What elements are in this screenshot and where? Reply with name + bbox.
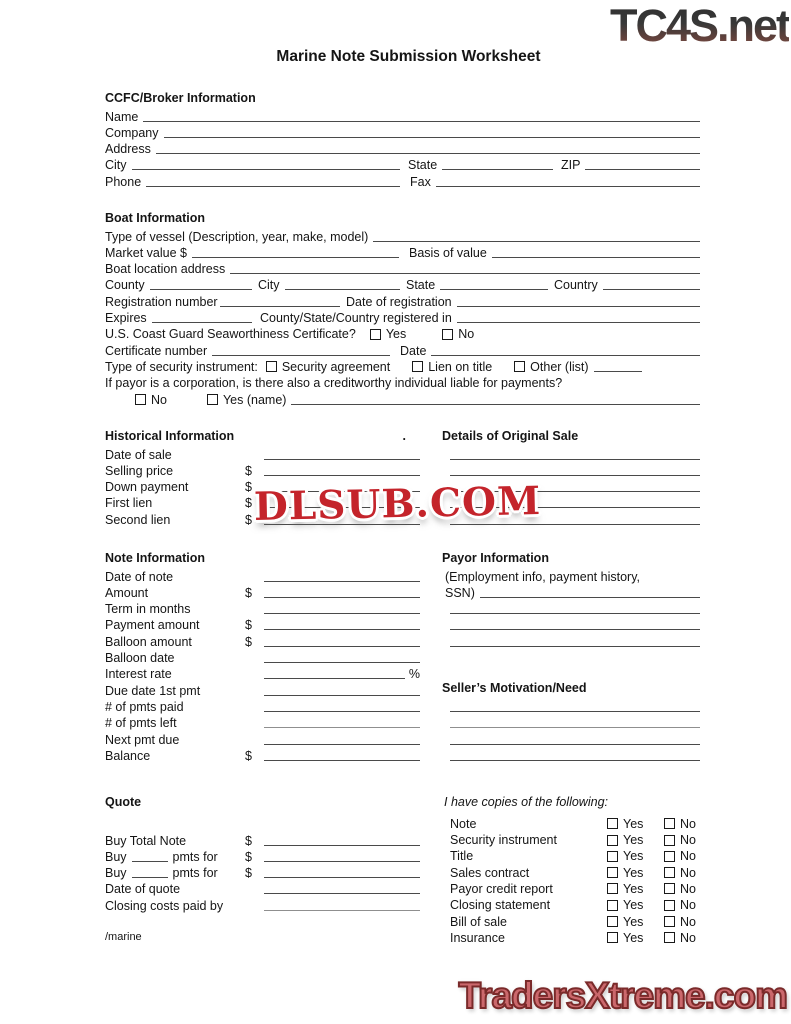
buy-total-label: Buy Total Note [105,833,187,848]
uscg-yes-option [370,327,406,341]
note-section [105,551,420,763]
county-field[interactable] [150,288,252,290]
down-payment-label: Down payment [105,480,189,495]
expires-field[interactable] [152,321,252,323]
dollar-sign: $ [245,748,252,763]
buy-suffix-label: pmts for [172,849,218,864]
form-row [105,730,420,746]
original-sale-heading: Details of Original Sale [442,429,579,443]
copy-no-option [664,849,696,863]
corp-yes-option [207,393,286,407]
quote-section [105,795,420,913]
quote-heading: Quote [105,795,142,809]
tc4s-watermark: TC4S.net [609,0,789,51]
form-row [105,698,420,714]
registration-group [105,295,340,309]
expires-label: Expires [105,311,147,326]
name-label: Name [105,109,139,124]
form-row [105,341,700,357]
copy-no-option [664,931,696,945]
uscg-no-checkbox[interactable] [442,329,453,340]
city-group [105,158,400,172]
uscg-yes-label: Yes [385,327,407,342]
yes-label: Yes [623,833,644,848]
company-field[interactable] [164,136,701,138]
form-row [105,864,420,880]
fax-label: Fax [410,174,431,189]
payor-hint-row [442,567,700,583]
interest-rate-label: Interest rate [105,667,172,682]
boat-city-group [258,278,400,292]
copy-yes-option [607,833,664,847]
amount-label: Amount [105,585,149,600]
expires-group [105,311,252,325]
registration-field[interactable] [220,305,340,307]
copy-yes-option [607,882,664,896]
zip-group [561,158,700,172]
copies-row [450,847,700,863]
uscg-question-label: U.S. Coast Guard Seaworthiness Certificate? [105,327,356,342]
no-label: No [680,816,696,831]
form-row [105,600,420,616]
copies-row [450,912,700,928]
form-row [105,374,700,390]
phone-group [105,175,400,189]
form-row [442,600,700,616]
copies-row [450,863,700,879]
closing-costs-field[interactable] [264,909,420,911]
form-row [105,325,700,341]
copy-no-option [664,915,696,929]
form-row [105,244,700,260]
lien-on-title-label: Lien on title [428,359,493,374]
copies-heading: I have copies of the following: [444,795,608,809]
market-value-field[interactable] [192,256,399,258]
copy-item-label: Payor credit report [450,881,553,896]
copy-yes-option [607,849,664,863]
payor-field[interactable] [450,645,700,647]
spacer-row [442,649,700,665]
form-row [105,831,420,847]
payor-section [442,551,700,763]
dlsub-watermark: DLSUB.COM [253,477,542,531]
yes-label: Yes [623,898,644,913]
uscg-no-option [442,327,474,341]
no-label: No [680,881,696,896]
form-row [442,714,700,730]
boat-state-group [406,278,548,292]
form-row [105,124,700,140]
form-row [105,172,700,188]
state-group [408,158,553,172]
amount-field[interactable] [264,596,420,598]
interest-rate-field[interactable] [264,677,405,679]
form-row [442,445,700,461]
copy-yes-checkbox[interactable] [607,867,618,878]
boat-state-label: State [406,278,436,293]
no-label: No [680,865,696,880]
spacer-row [442,665,700,681]
due-date-field[interactable] [264,694,420,696]
registration-date-label: Date of registration [346,294,452,309]
corp-yes-checkbox[interactable] [207,394,218,405]
copy-item-label: Insurance [450,930,505,945]
boat-heading: Boat Information [105,211,205,225]
company-label: Company [105,125,159,140]
other-option [514,360,588,374]
date-of-quote-label: Date of quote [105,882,181,897]
buy-pmts-label-group [105,850,245,864]
boat-city-label: City [258,278,280,293]
copy-no-checkbox[interactable] [664,900,675,911]
lien-on-title-checkbox[interactable] [412,361,423,372]
basis-label: Basis of value [409,245,487,260]
copy-item-label: Title [450,849,474,864]
address-label: Address [105,142,151,157]
copy-yes-option [607,898,664,912]
buy-pmts-field[interactable] [264,876,420,878]
form-row [105,747,420,763]
yes-label: Yes [623,816,644,831]
state-field[interactable] [442,168,553,170]
form-row [105,584,420,600]
balance-field[interactable] [264,759,420,761]
copy-no-checkbox[interactable] [664,835,675,846]
page-title: Marine Note Submission Worksheet [276,48,541,65]
payor-field[interactable] [450,612,700,614]
pmts-paid-label: # of pmts paid [105,699,184,714]
copy-no-checkbox[interactable] [664,851,675,862]
copy-yes-option [607,866,664,880]
form-row [442,462,700,478]
form-row [105,880,420,896]
registered-in-field[interactable] [457,321,700,323]
dollar-sign: $ [245,866,252,881]
form-row [105,156,700,172]
fax-field[interactable] [436,185,700,187]
copy-yes-checkbox[interactable] [607,818,618,829]
buy-pmts-label-group [105,866,245,880]
other-field[interactable] [594,370,642,372]
copy-no-checkbox[interactable] [664,818,675,829]
historical-heading-row [105,429,420,445]
phone-field[interactable] [146,185,400,187]
balloon-amount-field[interactable] [264,645,420,647]
security-agreement-label: Security agreement [281,359,391,374]
stray-dot: . [402,429,406,443]
boat-country-group [554,278,700,292]
form-row [105,309,700,325]
copy-item-label: Sales contract [450,865,530,880]
copy-no-checkbox[interactable] [664,867,675,878]
copies-row [450,929,700,945]
other-checkbox[interactable] [514,361,525,372]
seller-field[interactable] [450,710,700,712]
security-instrument-label: Type of security instrument: [105,359,258,374]
payor-hint: (Employment info, payment history, [445,569,640,584]
certificate-date-label: Date [400,343,427,358]
balloon-date-label: Balloon date [105,651,175,666]
name-field[interactable] [143,120,700,122]
copy-yes-checkbox[interactable] [607,900,618,911]
corp-no-option [135,393,167,407]
form-row [105,260,700,276]
certificate-date-group [400,344,700,358]
form-row [105,445,420,461]
form-row [105,632,420,648]
form-row [105,896,420,912]
basis-field[interactable] [492,256,700,258]
market-value-group [105,246,399,260]
yes-label: Yes [623,881,644,896]
copy-item-label: Note [450,816,477,831]
state-label: State [408,158,438,173]
form-row [105,848,420,864]
spacer [105,811,420,831]
no-label: No [680,898,696,913]
form-row [442,730,700,746]
buy-prefix-label: Buy [105,866,127,881]
vessel-label: Type of vessel (Description, year, make, model) [105,229,369,244]
registration-date-group [346,295,700,309]
corp-yes-name-field[interactable] [291,403,700,405]
term-field[interactable] [264,612,420,614]
copy-item-label: Security instrument [450,833,557,848]
seller-heading: Seller’s Motivation/Need [442,681,587,696]
payment-amount-label: Payment amount [105,618,200,633]
certificate-group [105,344,390,358]
balloon-date-field[interactable] [264,661,420,663]
dollar-sign: $ [245,496,252,511]
copy-item-label: Bill of sale [450,914,507,929]
lien-on-title-option [412,360,492,374]
buy-pmts-count-field[interactable] [132,876,168,878]
form-row [105,227,700,243]
date-of-note-field[interactable] [264,580,420,582]
original-sale-field[interactable] [450,474,700,476]
location-label: Boat location address [105,262,226,277]
no-label: No [680,930,696,945]
date-of-sale-field[interactable] [264,458,420,460]
market-value-label: Market value $ [105,245,187,260]
original-sale-field[interactable] [450,458,700,460]
due-date-label: Due date 1st pmt [105,683,201,698]
note-heading: Note Information [105,551,205,565]
corporation-question-label: If payor is a corporation, is there also a creditworthy individual liable for payments? [105,376,563,391]
term-label: Term in months [105,602,191,617]
registration-date-field[interactable] [457,305,700,307]
closing-costs-label: Closing costs paid by [105,898,224,913]
dollar-sign: $ [245,480,252,495]
copy-no-option [664,882,696,896]
form-row [442,747,700,763]
form-row [442,584,700,600]
copy-no-option [664,898,696,912]
first-lien-label: First lien [105,496,153,511]
copy-yes-checkbox[interactable] [607,916,618,927]
fax-group [410,175,700,189]
seller-field[interactable] [450,743,700,745]
copies-row [450,831,700,847]
seller-field[interactable] [450,726,700,728]
vessel-field[interactable] [373,240,700,242]
copy-no-checkbox[interactable] [664,883,675,894]
boat-state-field[interactable] [440,288,548,290]
copy-yes-option [607,817,664,831]
zip-label: ZIP [561,158,581,173]
form-row [105,462,420,478]
form-row [105,665,420,681]
copy-yes-checkbox[interactable] [607,932,618,943]
registration-label: Registration number [105,294,218,309]
registered-in-label: County/State/Country registered in [260,311,452,326]
county-group [105,278,252,292]
no-label: No [680,833,696,848]
balance-label: Balance [105,748,151,763]
form-row [442,616,700,632]
buy-pmts-count-field[interactable] [132,860,168,862]
county-label: County [105,278,145,293]
address-field[interactable] [156,152,700,154]
form-row [105,649,420,665]
boat-country-label: Country [554,278,598,293]
boat-city-field[interactable] [285,288,400,290]
form-row [105,292,700,308]
pmts-paid-field[interactable] [264,710,420,712]
yes-label: Yes [623,865,644,880]
dollar-sign: $ [245,634,252,649]
dollar-sign: $ [245,463,252,478]
seller-field[interactable] [450,759,700,761]
certificate-label: Certificate number [105,343,208,358]
copies-section [444,795,700,945]
form-row [105,567,420,583]
form-row [105,140,700,156]
form-row [105,390,700,406]
dollar-sign: $ [245,833,252,848]
selling-price-field[interactable] [264,474,420,476]
footer-note: /marine [105,931,142,943]
second-lien-label: Second lien [105,512,171,527]
selling-price-label: Selling price [105,463,174,478]
historical-heading: Historical Information [105,429,235,443]
other-label: Other (list) [530,359,589,374]
date-of-quote-field[interactable] [264,892,420,894]
payor-heading: Payor Information [442,551,549,565]
payment-amount-field[interactable] [264,628,420,630]
buy-pmts-field[interactable] [264,860,420,862]
copy-no-checkbox[interactable] [664,916,675,927]
percent-sign: % [408,667,420,682]
form-row [105,276,700,292]
corp-yes-label: Yes (name) [222,392,287,407]
copy-item-label: Closing statement [450,898,551,913]
yes-label: Yes [623,849,644,864]
uscg-no-label: No [458,327,475,342]
form-row [105,107,700,123]
certificate-field[interactable] [212,354,390,356]
ssn-label: SSN) [445,585,475,600]
buy-prefix-label: Buy [105,849,127,864]
dollar-sign: $ [245,618,252,633]
broker-section [105,91,700,189]
payor-field[interactable] [450,628,700,630]
tradersxtreme-watermark: TradersXtreme.com [458,975,787,1016]
form-row [105,681,420,697]
copy-yes-checkbox[interactable] [607,883,618,894]
copy-no-option [664,833,696,847]
basis-group [409,246,700,260]
copy-no-checkbox[interactable] [664,932,675,943]
copies-row [450,880,700,896]
copy-yes-checkbox[interactable] [607,851,618,862]
form-row [105,616,420,632]
copy-no-option [664,866,696,880]
date-of-sale-label: Date of sale [105,447,172,462]
form-row [105,714,420,730]
corp-no-checkbox[interactable] [135,394,146,405]
pmts-left-label: # of pmts left [105,716,177,731]
registered-in-group [260,311,700,325]
form-row [442,698,700,714]
copy-yes-option [607,931,664,945]
phone-label: Phone [105,174,142,189]
certificate-date-field[interactable] [431,354,700,356]
no-label: No [680,914,696,929]
copies-row [450,896,700,912]
pmts-left-field[interactable] [264,726,420,728]
next-pmt-field[interactable] [264,743,420,745]
copy-yes-checkbox[interactable] [607,835,618,846]
copy-no-option [664,817,696,831]
security-agreement-checkbox[interactable] [266,361,277,372]
buy-suffix-label: pmts for [172,866,218,881]
copies-row [450,815,700,831]
yes-label: Yes [623,930,644,945]
date-of-note-label: Date of note [105,569,174,584]
dollar-sign: $ [245,849,252,864]
city-field[interactable] [132,168,400,170]
boat-section [105,211,700,407]
city-label: City [105,158,127,173]
zip-field[interactable] [585,168,700,170]
uscg-yes-checkbox[interactable] [370,329,381,340]
copy-yes-option [607,915,664,929]
payor-field[interactable] [480,596,700,598]
yes-label: Yes [623,914,644,929]
balloon-amount-label: Balloon amount [105,634,192,649]
form-row [105,358,700,374]
no-label: No [680,849,696,864]
corp-no-label: No [151,392,167,407]
dollar-sign: $ [245,512,252,527]
location-field[interactable] [230,272,700,274]
security-agreement-option [266,360,390,374]
dollar-sign: $ [245,585,252,600]
form-row [442,632,700,648]
buy-total-field[interactable] [264,844,420,846]
boat-country-field[interactable] [603,288,700,290]
broker-heading: CCFC/Broker Information [105,91,256,105]
next-pmt-label: Next pmt due [105,732,180,747]
